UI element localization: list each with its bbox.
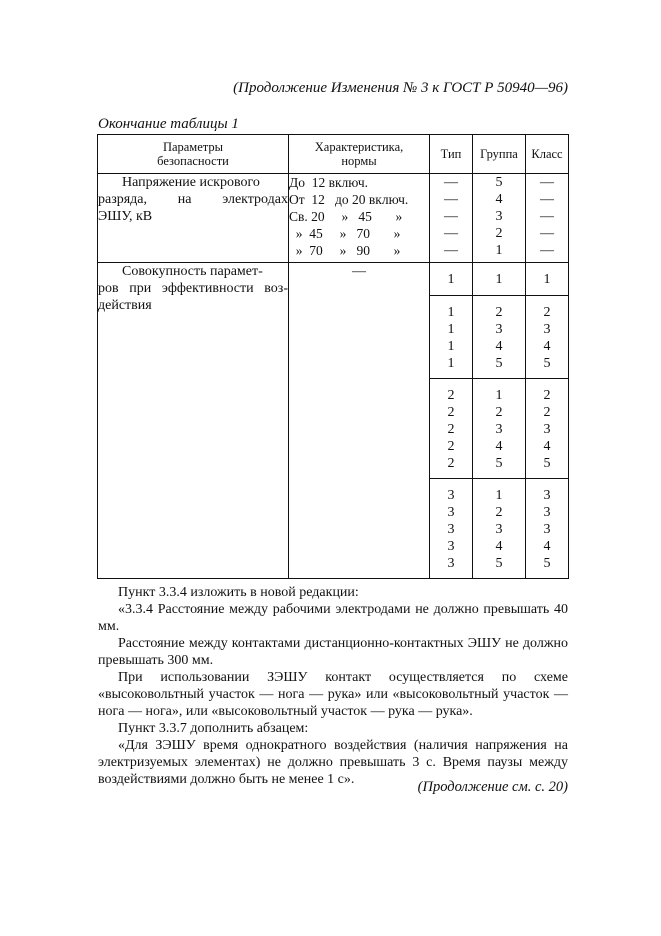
col-header-params: Параметры безопасности [98,135,289,174]
col-header-class: Класс [526,135,569,174]
paragraph: При использовании ЗЭШУ контакт осуществляется по схеме «высоковольтный участок — нога — рука» или «высоковольтный участок — нога — нога», или «высоковольтный участок — рука — рука». [98,670,568,719]
class-cell: — — — — — [526,174,569,263]
type-cell: 1 [430,263,473,296]
paragraph: Пункт 3.3.4 изложить в новой редакции: [118,585,359,600]
table-row [98,174,569,263]
param-cell-combination: Совокупность парамет- ров при эффективности воз- действия [98,263,289,579]
paragraph: «3.3.4 Расстояние между рабочими электродами не должно превышать 40 мм. [98,602,568,634]
table-row [98,263,569,296]
char-cell-combination: — [289,263,430,579]
col-header-type: Тип [430,135,473,174]
paragraph: «Для ЗЭШУ время однократного воздействия (наличия напряжения на электризуемых элементах) не должно превышать 3 с. Время паузы между воздействиями должно быть не менее 1 с». [98,738,568,787]
char-cell-spark-voltage: До 12 включ. От 12 до 20 включ. Св. 20 » 45 » » 45 » 70 » » 70 » 90 » [289,174,430,263]
col-header-characteristics: Характеристика, нормы [289,135,430,174]
page-header: (Продолжение Изменения № 3 к ГОСТ Р 50940—96) [233,80,568,96]
type-cell: 2 2 2 2 2 [430,379,473,479]
class-cell: 2 3 4 5 [526,296,569,379]
table-caption: Окончание таблицы 1 [98,116,239,132]
table-header-row [98,135,569,174]
page-footer: (Продолжение см. с. 20) [417,779,568,795]
body-text [98,584,568,788]
group-cell: 5 4 3 2 1 [473,174,526,263]
group-cell: 1 2 3 4 5 [473,379,526,479]
group-cell: 2 3 4 5 [473,296,526,379]
type-cell: 1 1 1 1 [430,296,473,379]
col-header-group: Группа [473,135,526,174]
group-cell: 1 [473,263,526,296]
type-cell: — — — — — [430,174,473,263]
type-cell: 3 3 3 3 3 [430,479,473,579]
class-cell: 2 2 3 4 5 [526,379,569,479]
group-cell: 1 2 3 4 5 [473,479,526,579]
safety-parameters-table [97,134,569,579]
param-cell-spark-voltage: Напряжение искрового разряда, на электродах ЭШУ, кВ [98,174,289,263]
class-cell: 3 3 3 4 5 [526,479,569,579]
paragraph: Расстояние между контактами дистанционно-контактных ЭШУ не должно превышать 300 мм. [98,636,568,668]
class-cell: 1 [526,263,569,296]
paragraph: Пункт 3.3.7 дополнить абзацем: [118,721,309,736]
